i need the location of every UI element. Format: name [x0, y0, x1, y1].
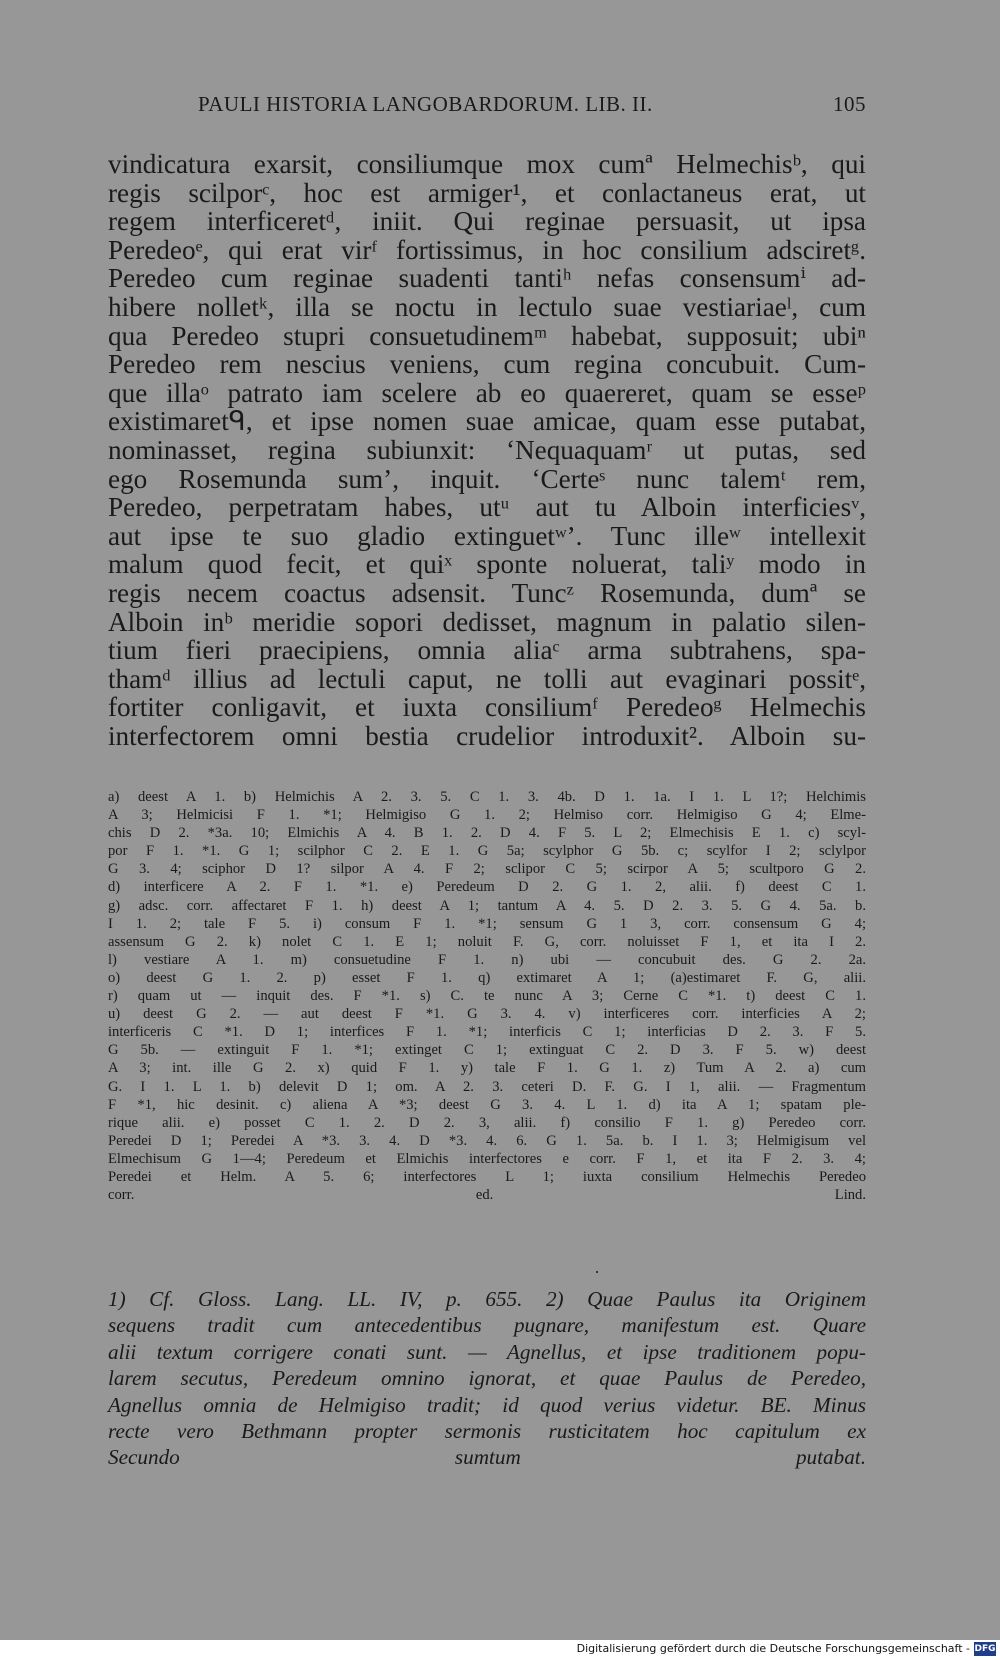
text-line: fortiter conligavit, et iuxta consiliumᶠ Peredeoᵍ Helmechis	[108, 692, 866, 723]
text-line: thamᵈ illius ad lectuli caput, ne tolli aut evaginari possitᵉ,	[108, 663, 866, 694]
apparatus-line: corr. ed. Lind.	[108, 1187, 866, 1204]
commentary-line: sequens tradit cum antecedentibus pugnare, manifestum est. Quare	[108, 1313, 866, 1338]
apparatus-line: G. I 1. L 1. b) delevit D 1; om. A 2. 3. ceteri D. F. G. I 1, alii. — Fragmentum	[108, 1078, 866, 1095]
funding-credit: Digitalisierung gefördert durch die Deutsche Forschungsgemeinschaft -	[576, 1642, 970, 1655]
text-line: qua Peredeo stupri consuetudinemᵐ habebat, supposuit; ubiⁿ	[108, 320, 866, 351]
commentary-line: recte vero Bethmann propter sermonis rusticitatem hoc capitulum ex	[108, 1418, 866, 1443]
text-line: Peredeo, perpetratam habes, utᵘ aut tu Alboin interficiesᵛ,	[108, 492, 866, 523]
running-head	[198, 92, 866, 117]
text-line: regis scilporᶜ, hoc est armiger¹, et conlactaneus erat, ut	[108, 177, 866, 208]
apparatus-line: d) interficere A 2. F 1. *1. e) Peredeum D 2. G 1. 2, alii. f) deest C 1.	[108, 879, 866, 896]
running-head-title: PAULI HISTORIA LANGOBARDORUM. LIB. II.	[198, 92, 653, 116]
text-line: que illaᵒ patrato iam scelere ab eo quaereret, quam se esseᵖ	[108, 377, 866, 408]
apparatus-line: Peredei D 1; Peredei A *3. 3. 4. D *3. 4. 6. G 1. 5a. b. I 1. 3; Helmigisum vel	[108, 1132, 866, 1149]
apparatus-line: chis D 2. *3a. 10; Elmichis A 4. B 1. 2. D 4. F 5. L 2; Elmechisis E 1. c) scyl-	[108, 825, 866, 842]
separator-dot	[596, 1271, 598, 1273]
commentary-line: Agnellus omnia de Helmigiso tradit; id quod verius videtur. BE. Minus	[108, 1392, 866, 1417]
apparatus-line: A 3; Helmicisi F 1. *1; Helmigiso G 1. 2; Helmiso corr. Helmigiso G 4; Elme-	[108, 807, 866, 824]
apparatus-line: r) quam ut — inquit des. F *1. s) C. te nunc A 3; Cerne C *1. t) deest C 1.	[108, 988, 866, 1005]
apparatus-line: a) deest A 1. b) Helmichis A 2. 3. 5. C 1. 3. 4b. D 1. 1a. I 1. L 1?; Helchimis	[108, 789, 866, 805]
text-line: malum quod fecit, et quiˣ sponte noluerat, taliʸ modo in	[108, 549, 866, 580]
text-line: aut ipse te suo gladio extinguetʷ’. Tunc illeʷ intellexit	[108, 520, 866, 551]
commentary-line: alii textum corrigere conati sunt. — Agnellus, et ipse traditionem popu-	[108, 1339, 866, 1364]
text-line: existimaretᑫ, et ipse nomen suae amicae, quam esse putabat,	[108, 406, 866, 437]
apparatus-line: F *1, hic desinit. c) aliena A *3; deest G 3. 4. L 1. d) ita A 1; spatam ple-	[108, 1096, 866, 1113]
apparatus-line: Peredei et Helm. A 5. 6; interfectores L 1; iuxta consilium Helmechis Peredeo	[108, 1168, 866, 1185]
apparatus-line: G 5b. — extinguit F 1. *1; extinget C 1; extinguat C 2. D 3. F 5. w) deest	[108, 1042, 866, 1059]
text-line: vindicatura exarsit, consiliumque mox cumª Helmechisᵇ, qui	[108, 149, 866, 179]
text-line: interfectorem omni bestia crudelior introduxit². Alboin su-	[108, 720, 866, 751]
apparatus-line: interficeris C *1. D 1; interfices F 1. *1; interficis C 1; interficias D 2. 3. F 5.	[108, 1024, 866, 1041]
text-line: ego Rosemunda sum’, inquit. ‘Certeˢ nunc talemᵗ rem,	[108, 463, 866, 494]
main-text	[108, 150, 866, 750]
text-line: Peredeo cum reginae suadenti tantiʰ nefas consensumⁱ ad-	[108, 263, 866, 294]
commentary-line: 1) Cf. Gloss. Lang. LL. IV, p. 655. 2) Quae Paulus ita Originem	[108, 1287, 866, 1311]
apparatus-line: I 1. 2; tale F 5. i) consum F 1. *1; sensum G 1 3, corr. consensum G 4;	[108, 915, 866, 932]
apparatus-line: l) vestiare A 1. m) consuetudine F 1. n) ubi — concubuit des. G 2. 2a.	[108, 951, 866, 968]
commentary-notes	[108, 1286, 866, 1471]
text-line: tium fieri praecipiens, omnia aliaᶜ arma subtrahens, spa-	[108, 635, 866, 666]
apparatus-line: o) deest G 1. 2. p) esset F 1. q) extimaret A 1; (a)estimaret F. G, alii.	[108, 969, 866, 986]
text-line: Peredeoᵉ, qui erat virᶠ fortissimus, in hoc consilium adsciretᵍ.	[108, 234, 866, 265]
apparatus-line: A 3; int. ille G 2. x) quid F 1. y) tale F 1. G 1. z) Tum A 2. a) cum	[108, 1060, 866, 1077]
apparatus-line: Elmechisum G 1—4; Peredeum et Elmichis interfectores e corr. F 1, et ita F 2. 3. 4;	[108, 1150, 866, 1167]
apparatus-line: G 3. 4; sciphor D 1? silpor A 4. F 2; sclipor C 5; scirpor A 5; scultporo G 2.	[108, 861, 866, 878]
text-line: regis necem coactus adsensit. Tuncᶻ Rosemunda, dumª se	[108, 577, 866, 608]
critical-apparatus	[108, 788, 866, 1204]
apparatus-line: rique alii. e) posset C 1. 2. D 2. 3, alii. f) consilio F 1. g) Peredeo corr.	[108, 1114, 866, 1131]
apparatus-line: assensum G 2. k) nolet C 1. E 1; noluit F. G, corr. noluisset F 1, et ita I 2.	[108, 933, 866, 950]
text-line: Peredeo rem nescius veniens, cum regina concubuit. Cum-	[108, 349, 866, 380]
text-line: nominasset, regina subiunxit: ‘Nequaquamʳ ut putas, sed	[108, 434, 866, 465]
text-line: hibere nolletᵏ, illa se noctu in lectulo suae vestiariaeˡ, cum	[108, 291, 866, 322]
apparatus-line: u) deest G 2. — aut deest F *1. G 3. 4. v) interficeres corr. interficies A 2;	[108, 1006, 866, 1023]
text-line: regem interficeretᵈ, iniit. Qui reginae persuasit, ut ipsa	[108, 206, 866, 237]
page-number: 105	[833, 92, 866, 116]
apparatus-line: g) adsc. corr. affectaret F 1. h) deest A 1; tantum A 4. 5. D 2. 3. 5. G 4. 5a. b.	[108, 897, 866, 914]
text-line: Alboin inᵇ meridie sopori dedisset, magnum in palatio silen-	[108, 606, 866, 637]
dfg-logo: DFG	[974, 1644, 996, 1654]
commentary-line: larem secutus, Peredeum omnino ignorat, et quae Paulus de Peredeo,	[108, 1366, 866, 1391]
apparatus-line: por F 1. *1. G 1; scilphor C 2. E 1. G 5a; scylphor G 5b. c; scylfor I 2; sclylpor	[108, 843, 866, 860]
commentary-line: Secundo sumtum putabat.	[108, 1445, 866, 1470]
footer-bar	[0, 1640, 1000, 1660]
